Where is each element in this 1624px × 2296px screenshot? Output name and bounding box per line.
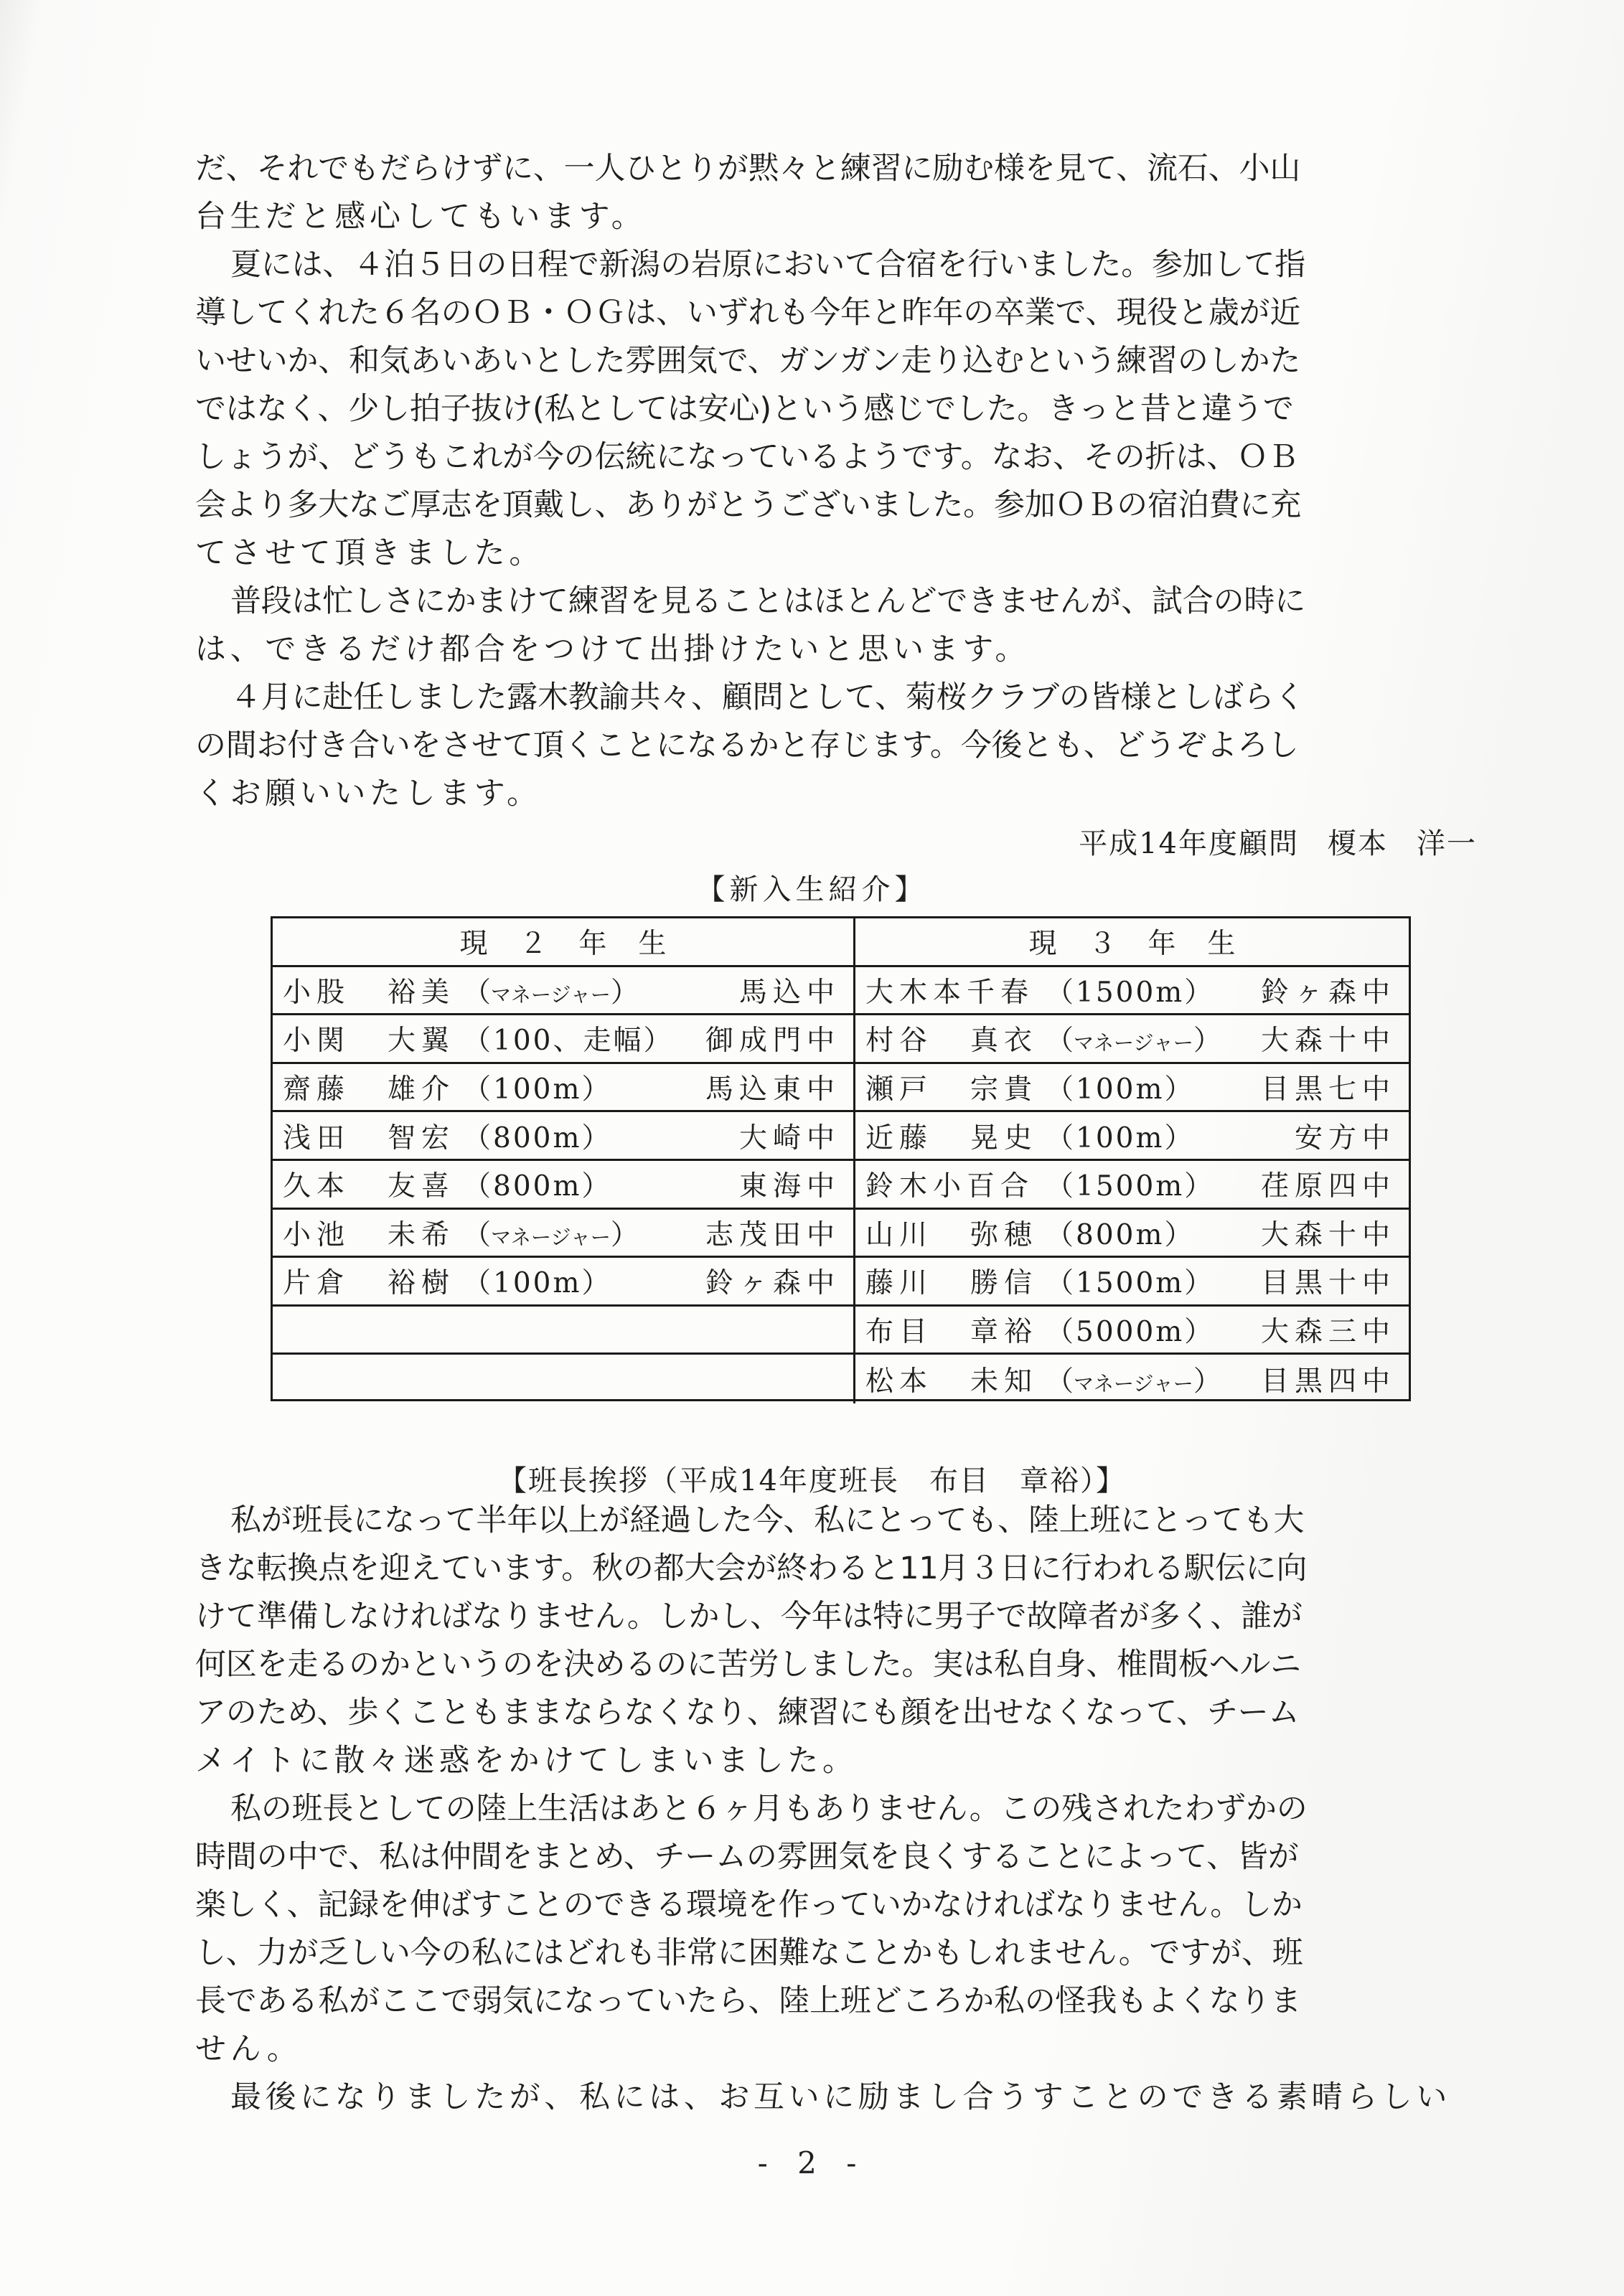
event-text: マネージャー — [491, 982, 611, 1007]
student-event: （5000m） — [1046, 1316, 1215, 1349]
student-school: 安方中 — [1294, 1121, 1396, 1154]
student-school: 東海中 — [738, 1170, 840, 1203]
student-family-name: 小股 — [283, 976, 351, 1009]
event-text: 1500m — [1076, 976, 1185, 1009]
student-school: 大崎中 — [738, 1121, 840, 1154]
signature-title: 平成14年度顧問 — [1079, 827, 1299, 860]
paragraph-line: 普段は忙しさにかまけて練習を見ることはほとんどできませんが、試合の時に — [230, 583, 1305, 619]
student-row — [273, 1015, 853, 1064]
third-year-column — [855, 918, 1409, 1403]
student-event: （100m） — [1046, 1121, 1195, 1154]
student-given-name: 未希 — [388, 1218, 456, 1251]
student-family-name: 布目 — [865, 1316, 934, 1349]
event-text: 1500m — [1076, 1170, 1185, 1203]
student-school: 御成門中 — [705, 1025, 840, 1058]
event-text: マネージャー — [1074, 1372, 1193, 1396]
paragraph-line: 楽しく、記録を伸ばすことのできる環境を作っていかなければなりません。しか — [195, 1887, 1303, 1923]
student-row — [273, 1064, 853, 1113]
student-event: （マネージャー） — [1046, 1025, 1221, 1058]
student-family-name: 瀬戸 — [865, 1073, 934, 1106]
paragraph-line: 台生だと感心してもいます。 — [195, 199, 647, 235]
student-family-name: 浅田 — [283, 1121, 351, 1154]
paragraph-line: 私の班長としての陸上生活はあと６ヶ月もありません。この残されたわずかの — [230, 1791, 1308, 1827]
student-event: （1500m） — [1046, 1267, 1215, 1300]
student-row — [855, 1064, 1409, 1113]
student-event: （800m） — [1046, 1218, 1195, 1251]
paragraph-line: てさせて頂きました。 — [195, 535, 544, 571]
student-row — [855, 967, 1409, 1016]
paragraph-line: けて準備しなければなりません。しかし、今年は特に男子で故障者が多く、誰が — [195, 1599, 1303, 1634]
student-family-name: 久本 — [283, 1170, 351, 1203]
student-name: 鈴木小百合 — [865, 1170, 1035, 1203]
student-given-name: 真衣 — [970, 1025, 1038, 1058]
student-given-name: 章裕 — [970, 1316, 1038, 1349]
student-given-name: 裕樹 — [388, 1267, 456, 1300]
student-given-name: 弥穂 — [970, 1218, 1038, 1251]
student-event: （100m） — [1046, 1073, 1195, 1106]
student-family-name: 松本 — [865, 1365, 934, 1398]
student-given-name: 未知 — [970, 1365, 1038, 1398]
paragraph-line: 導してくれた６名のＯＢ・ＯＧは、いずれも今年と昨年の卒業で、現役と歳が近 — [195, 295, 1301, 331]
signature-family-name: 榎本 — [1328, 827, 1388, 860]
event-text: マネージャー — [491, 1225, 611, 1249]
student-given-name: 友喜 — [388, 1170, 456, 1203]
second-year-column — [273, 918, 855, 1403]
student-school: 荏原四中 — [1260, 1170, 1396, 1203]
student-school: 鈴ヶ森中 — [705, 1267, 840, 1300]
student-event: （マネージャー） — [1046, 1365, 1221, 1398]
column-header: 現３年生 — [855, 918, 1409, 967]
event-text: 100m — [1076, 1073, 1165, 1106]
captain-greeting-title: 【班長挨拶（平成14年度班長 布目 章裕）】 — [498, 1464, 1126, 1497]
student-given-name: 大翼 — [388, 1025, 456, 1058]
paragraph-line: は、できるだけ都合をつけて出掛けたいと思います。 — [195, 631, 1030, 667]
paragraph-line: 最後になりましたが、私には、お互いに励まし合うすことのできる素晴らしい — [230, 2079, 1451, 2115]
advisor-signature — [1079, 822, 1477, 865]
event-text: 800m — [493, 1170, 582, 1203]
signature-given-name: 洋一 — [1417, 827, 1477, 860]
student-school: 大森十中 — [1260, 1218, 1396, 1251]
student-school: 鈴ヶ森中 — [1260, 976, 1396, 1009]
student-row — [855, 1161, 1409, 1210]
paragraph-line: アのため、歩くこともままならなくなり、練習にも顔を出せなくなって、チーム — [195, 1695, 1300, 1731]
paragraph-line: 長である私がここで弱気になっていたら、陸上班どころか私の怪我もよくなりま — [195, 1983, 1301, 2019]
student-row — [273, 1307, 853, 1355]
new-students-table — [271, 916, 1411, 1401]
student-school: 大森三中 — [1260, 1316, 1396, 1349]
captain-greeting-body — [195, 1497, 1498, 2122]
paragraph-line: しょうが、どうもこれが今の伝統になっているようです。なお、その折は、ＯＢ — [195, 439, 1299, 475]
paragraph-line: メイトに散々迷惑をかけてしまいました。 — [195, 1743, 858, 1779]
paragraph-line: し、力が乏しい今の私にはどれも非常に困難なことかもしれません。ですが、班 — [195, 1935, 1303, 1971]
student-event: （800m） — [463, 1121, 612, 1154]
student-row — [855, 1307, 1409, 1355]
student-row — [855, 1112, 1409, 1161]
new-students-title: 【新入生紹介】 — [696, 873, 928, 906]
student-family-name: 齋藤 — [283, 1073, 351, 1106]
student-family-name: 山川 — [865, 1218, 934, 1251]
paragraph-line: ４月に赴任しました露木教諭共々、顧問として、菊桜クラブの皆様としばらく — [230, 679, 1305, 715]
student-event: （マネージャー） — [463, 1218, 639, 1251]
student-given-name: 晃史 — [970, 1121, 1038, 1154]
column-header: 現２年生 — [273, 918, 853, 967]
paragraph-line: 私が班長になって半年以上が経過した今、私にとっても、陸上班にとっても大 — [230, 1502, 1305, 1538]
paragraph-line: 何区を走るのかというのを決めるのに苦労しました。実は私自身、椎間板ヘルニ — [195, 1647, 1301, 1683]
student-row — [855, 1015, 1409, 1064]
paragraph-line: きな転換点を迎えています。秋の都大会が終わると11月３日に行われる駅伝に向 — [195, 1551, 1308, 1586]
paragraph-line: くお願いいたします。 — [195, 776, 542, 811]
paragraph-line: だ、それでもだらけずに、一人ひとりが黙々と練習に励む様を見て、流石、小山 — [195, 151, 1301, 187]
student-event: （1500m） — [1046, 976, 1215, 1009]
student-school: 志茂田中 — [705, 1218, 840, 1251]
student-school: 目黒四中 — [1260, 1365, 1396, 1398]
paragraph-line: 時間の中で、私は仲間をまとめ、チームの雰囲気を良くすることによって、皆が — [195, 1839, 1299, 1875]
student-given-name: 智宏 — [388, 1121, 456, 1154]
paragraph-line: いせいか、和気あいあいとした雰囲気で、ガンガン走り込むという練習のしかた — [195, 343, 1301, 379]
event-text: 1500m — [1076, 1267, 1185, 1300]
student-row — [273, 1112, 853, 1161]
student-name: 大木本千春 — [865, 976, 1035, 1009]
student-family-name: 村谷 — [865, 1025, 934, 1058]
student-row — [273, 1161, 853, 1210]
paragraph-line: ではなく、少し拍子抜け(私としては安心)という感じでした。きっと昔と違うで — [195, 391, 1294, 427]
student-event: （100m） — [463, 1073, 612, 1106]
student-row — [855, 1210, 1409, 1258]
student-event: （マネージャー） — [463, 976, 639, 1009]
student-event: （100、走幅） — [463, 1025, 674, 1058]
event-text: 800m — [493, 1121, 582, 1154]
student-given-name: 勝信 — [970, 1267, 1038, 1300]
student-row — [273, 967, 853, 1016]
student-row — [273, 1210, 853, 1258]
student-given-name: 雄介 — [388, 1073, 456, 1106]
student-family-name: 藤川 — [865, 1267, 934, 1300]
student-school: 馬込東中 — [705, 1073, 840, 1106]
student-row — [855, 1258, 1409, 1307]
student-event: （1500m） — [1046, 1170, 1215, 1203]
event-text: 100m — [493, 1073, 582, 1106]
event-text: 100m — [493, 1267, 582, 1300]
page-number: - 2 - — [757, 2145, 867, 2180]
event-text: 100m — [1076, 1121, 1165, 1154]
event-text: 100、走幅 — [493, 1025, 644, 1058]
advisor-message — [195, 145, 1498, 818]
student-school: 目黒十中 — [1260, 1267, 1396, 1300]
student-school: 大森十中 — [1260, 1025, 1396, 1058]
paragraph-line: せん。 — [195, 2031, 302, 2067]
student-family-name: 小池 — [283, 1218, 351, 1251]
event-text: 5000m — [1076, 1316, 1185, 1349]
student-event: （800m） — [463, 1170, 612, 1203]
student-row — [273, 1258, 853, 1307]
student-given-name: 宗貴 — [970, 1073, 1038, 1106]
student-family-name: 小関 — [283, 1025, 351, 1058]
student-school: 馬込中 — [738, 976, 840, 1009]
event-text: マネージャー — [1074, 1031, 1193, 1055]
event-text: 800m — [1076, 1218, 1165, 1251]
student-school: 目黒七中 — [1260, 1073, 1396, 1106]
student-event: （100m） — [463, 1267, 612, 1300]
student-given-name: 裕美 — [388, 976, 456, 1009]
student-row — [855, 1355, 1409, 1403]
paragraph-line: の間お付き合いをさせて頂くことになるかと存じます。今後とも、どうぞよろし — [195, 728, 1299, 763]
paragraph-line: 会より多大なご厚志を頂戴し、ありがとうございました。参加ＯＢの宿泊費に充 — [195, 487, 1301, 523]
student-family-name: 近藤 — [865, 1121, 934, 1154]
student-family-name: 片倉 — [283, 1267, 351, 1300]
paragraph-line: 夏には、４泊５日の日程で新潟の岩原において合宿を行いました。参加して指 — [230, 247, 1305, 283]
student-row — [273, 1355, 853, 1403]
